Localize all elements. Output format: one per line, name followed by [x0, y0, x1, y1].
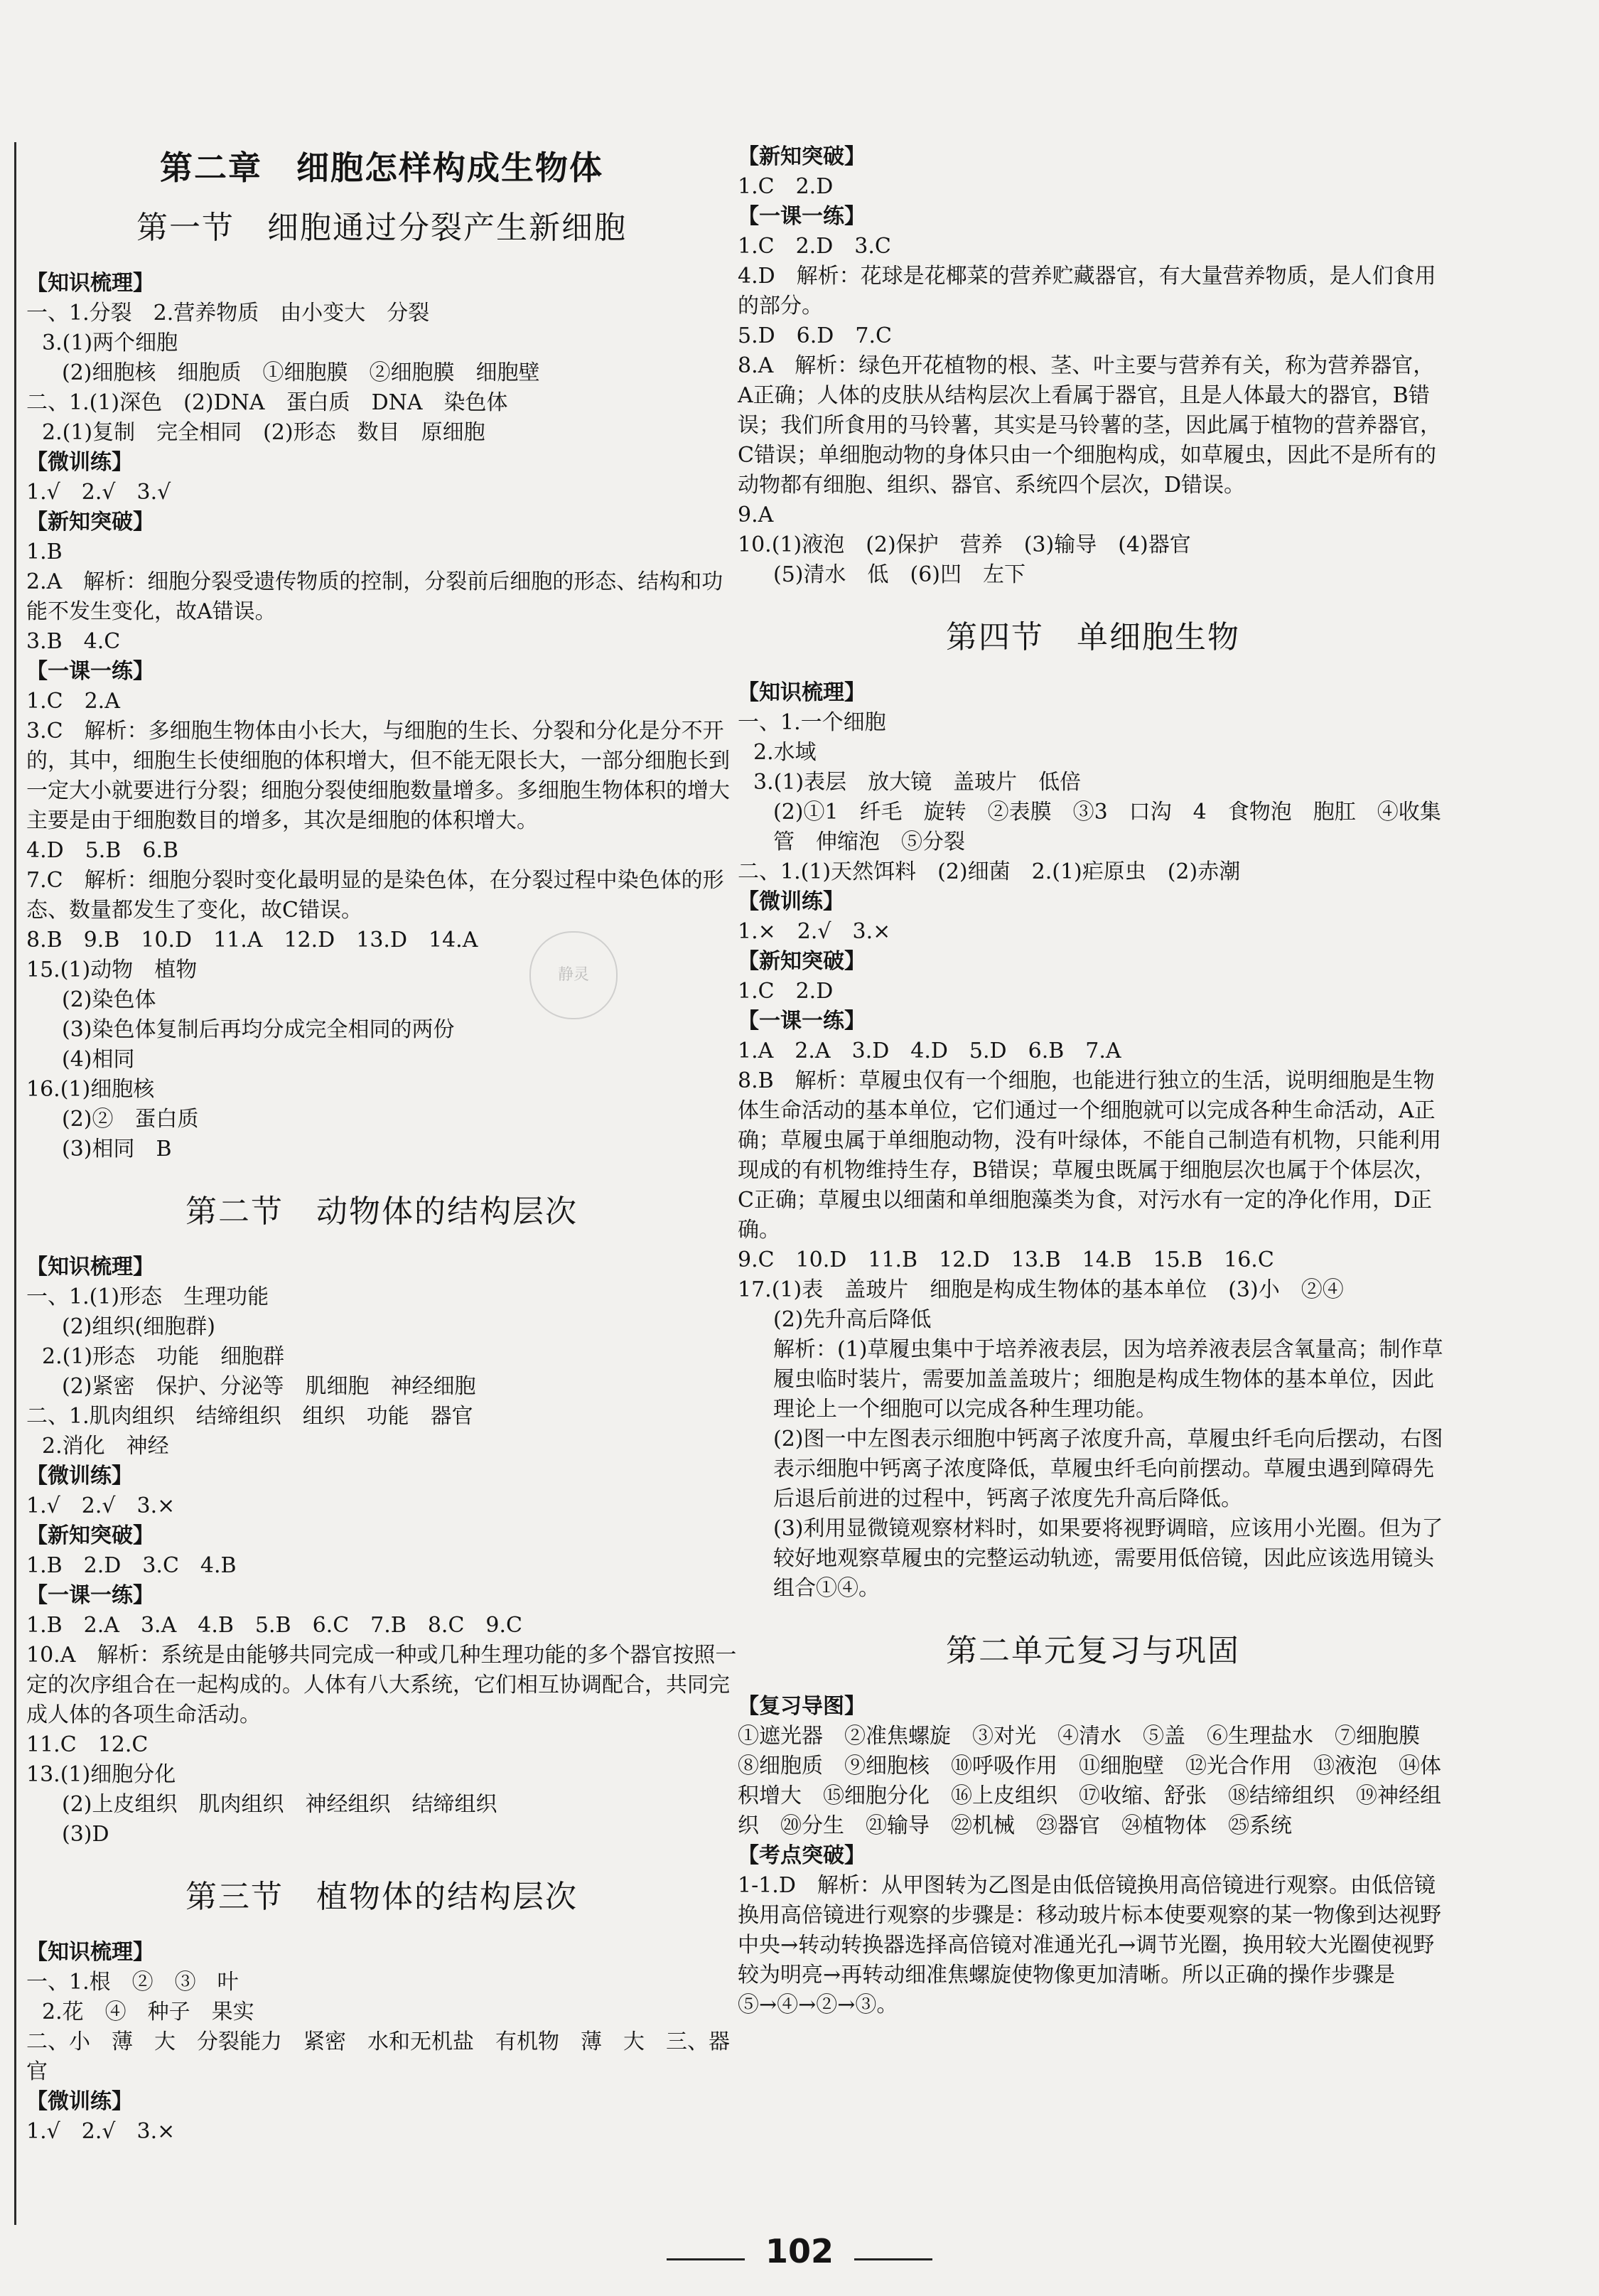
answer-line: 3.(1)表层 放大镜 盖玻片 低倍: [753, 770, 1082, 795]
section-tag: 【复习导图】: [738, 1694, 866, 1719]
chapter-title: 第二章 细胞怎样构成生物体: [160, 149, 603, 187]
answer-line: 10.(1)液泡 (2)保护 营养 (3)输导 (4)器官: [738, 532, 1191, 557]
answer-line: 1.× 2.√ 3.×: [738, 919, 891, 944]
answer-line: 1.A 2.A 3.D 4.D 5.D 6.B 7.A: [738, 1039, 1121, 1063]
answer-line: 2.(1)形态 功能 细胞群: [42, 1344, 285, 1369]
answer-line: 9.C 10.D 11.B 12.D 13.B 14.B 15.B 16.C: [738, 1248, 1274, 1272]
section-tag: 【微训练】: [26, 450, 133, 475]
answer-line: 1-1.D 解析：从甲图转为乙图是由低倍镜换用高倍镜进行观察。由低倍镜换用高倍镜进行观察的步骤是：移动玻片标本使要观察的某一物像到达视野中央→转动转换器选择高倍镜对准通光孔→调节光圈，换用较大光圈使视野较为明亮→再转动细准焦螺旋使物像更加清晰。所以正确的操作步骤是⑤→④→②→③。: [738, 1873, 1441, 2017]
answer-line: 17.(1)表 盖玻片 细胞是构成生物体的基本单位 (3)小 ②④: [738, 1277, 1344, 1302]
section-tag: 【一课一练】: [26, 659, 154, 684]
answer-line: 3.B 4.C: [26, 629, 121, 654]
section-tag: 【新知突破】: [26, 510, 154, 535]
section-tag: 【知识梳理】: [26, 271, 154, 296]
section-tag: 【知识梳理】: [26, 1255, 154, 1280]
section-title: 第一节 细胞通过分裂产生新细胞: [136, 210, 627, 246]
answer-line: 1.B: [26, 540, 63, 564]
answer-line: 2.花 ④ 种子 果实: [42, 2000, 254, 2024]
section-title: 第四节 单细胞生物: [946, 619, 1240, 655]
answer-line: 一、1.分裂 2.营养物质 由小变大 分裂: [26, 301, 430, 326]
answer-line: 1.C 2.D: [738, 174, 834, 199]
answer-line: 1.C 2.D 3.C: [738, 234, 891, 259]
answer-line: (2)先升高后降低: [773, 1307, 932, 1332]
answer-line: 9.A: [738, 503, 774, 527]
answer-line: 3.C 解析：多细胞生物体由小长大，与细胞的生长、分裂和分化是分不开的，其中，细胞生长使细胞的体积增大，但不能无限长大，一部分细胞长到一定大小就要进行分裂；细胞分裂使细胞数量增多。多细胞生物体积的增大主要是由于细胞数目的增多，其次是细胞的体积增大。: [26, 719, 730, 833]
section-tag: 【一课一练】: [26, 1583, 154, 1608]
section-title: 第二节 动物体的结构层次: [185, 1193, 578, 1230]
section-tag: 【新知突破】: [738, 949, 866, 974]
answer-line: 8.B 解析：草履虫仅有一个细胞，也能进行独立的生活，说明细胞是生物体生命活动的基本单位，它们通过一个细胞就可以完成各种生命活动，A正确；草履虫属于单细胞动物，没有叶绿体，不能自己制造有机物，只能利用现成的有机物维持生存，B错误；草履虫既属于细胞层次也属于个体层次，C正确；草履虫以细菌和单细胞藻类为食，对污水有一定的净化作用，D正确。: [738, 1068, 1441, 1243]
answer-line: (2)上皮组织 肌肉组织 神经组织 结缔组织: [62, 1792, 497, 1817]
section-tag: 【微训练】: [26, 1464, 133, 1488]
answer-line: (2)② 蛋白质: [62, 1107, 199, 1132]
answer-line: 二、小 薄 大 分裂能力 紧密 水和无机盐 有机物 薄 大 三、器官: [26, 2029, 730, 2084]
answer-line: (3)D: [62, 1822, 109, 1847]
answer-line: 1.√ 2.√ 3.√: [26, 480, 171, 505]
answer-line: 2.消化 神经: [42, 1434, 169, 1459]
answer-line: 2.(1)复制 完全相同 (2)形态 数目 原细胞: [42, 420, 485, 445]
answer-line: 10.A 解析：系统是由能够共同完成一种或几种生理功能的多个器官按照一定的次序组合在一起构成的。人体有八大系统，它们相互协调配合，共同完成人体的各项生命活动。: [26, 1643, 737, 1727]
answer-line: (3)染色体复制后再均分成完全相同的两份: [62, 1017, 455, 1042]
page-footer: [0, 2232, 1599, 2270]
answer-line: (4)相同: [62, 1047, 135, 1072]
answer-line: 16.(1)细胞核: [26, 1077, 155, 1102]
answer-line: 4.D 5.B 6.B: [26, 838, 179, 863]
answer-line: 一、1.一个细胞: [738, 710, 886, 735]
answer-line: (2)紧密 保护、分泌等 肌细胞 神经细胞: [62, 1374, 476, 1399]
section-tag: 【新知突破】: [26, 1523, 154, 1548]
section-tag: 【知识梳理】: [26, 1940, 154, 1965]
answer-line: (5)清水 低 (6)凹 左下: [773, 562, 1025, 587]
answer-line: 二、1.(1)深色 (2)DNA 蛋白质 DNA 染色体: [26, 390, 508, 415]
answer-line: 8.A 解析：绿色开花植物的根、茎、叶主要与营养有关，称为营养器官，A正确；人体的皮肤从结构层次上看属于器官，且是人体最大的器官，B错误；我们所食用的马铃薯，其实是马铃薯的茎，因此属于植物的营养器官，C错误；单细胞动物的身体只由一个细胞构成，如草履虫，因此不是所有的动物都有细胞、组织、器官、系统四个层次，D错误。: [738, 353, 1441, 498]
section-tag: 【一课一练】: [738, 1009, 866, 1034]
answer-line: 7.C 解析：细胞分裂时变化最明显的是染色体，在分裂过程中染色体的形态、数量都发生了变化，故C错误。: [26, 868, 724, 923]
answer-line: 2.A 解析：细胞分裂受遗传物质的控制，分裂前后细胞的形态、结构和功能不发生变化，故A错误。: [26, 569, 723, 624]
footer-dash-left: [667, 2258, 745, 2260]
section-tag: 【新知突破】: [738, 144, 866, 169]
answer-line: (2)细胞核 细胞质 ①细胞膜 ②细胞膜 细胞壁: [62, 360, 540, 385]
faint-stamp: 静灵: [529, 931, 618, 1019]
answer-line: 二、1.(1)天然饵料 (2)细菌 2.(1)疟原虫 (2)赤潮: [738, 859, 1241, 884]
answer-line: 一、1.根 ② ③ 叶: [26, 1970, 239, 1995]
answer-line: 1.B 2.A 3.A 4.B 5.B 6.C 7.B 8.C 9.C: [26, 1613, 522, 1638]
section-title: 第二单元复习与巩固: [946, 1633, 1240, 1669]
answer-line: 15.(1)动物 植物: [26, 957, 198, 982]
answer-line: (2)染色体: [62, 987, 156, 1012]
section-tag: 【知识梳理】: [738, 680, 866, 705]
right-column-content: [738, 142, 1448, 2020]
right-column: [738, 142, 1448, 2020]
answer-line: (2)组织(细胞群): [62, 1314, 215, 1339]
section-tag: 【考点突破】: [738, 1843, 866, 1868]
section-tag: 【微训练】: [26, 2089, 133, 2114]
answer-line: 5.D 6.D 7.C: [738, 323, 892, 348]
page-number: 102: [765, 2232, 834, 2270]
answer-line: 11.C 12.C: [26, 1732, 149, 1757]
answer-line: 8.B 9.B 10.D 11.A 12.D 13.D 14.A: [26, 928, 478, 953]
section-tag: 【微训练】: [738, 889, 844, 914]
answer-line: 二、1.肌肉组织 结缔组织 组织 功能 器官: [26, 1404, 473, 1429]
answer-line: 1.B 2.D 3.C 4.B: [26, 1553, 237, 1578]
answer-line: 1.√ 2.√ 3.×: [26, 2119, 176, 2144]
answer-line: 解析：(1)草履虫集中于培养液表层，因为培养液表层含氧量高；制作草履虫临时装片，需要加盖盖玻片；细胞是构成生物体的基本单位，因此理论上一个细胞可以完成各种生理功能。: [773, 1337, 1443, 1422]
answer-line: (3)相同 B: [62, 1137, 172, 1162]
answer-line: 4.D 解析：花球是花椰菜的营养贮藏器官，有大量营养物质，是人们食用的部分。: [738, 264, 1436, 318]
answer-line: 1.√ 2.√ 3.×: [26, 1493, 176, 1518]
answer-line: 1.C 2.D: [738, 979, 834, 1004]
answer-line: 2.水域: [753, 740, 817, 765]
answer-line: (2)图一中左图表示细胞中钙离子浓度升高，草履虫纤毛向后摆动，右图表示细胞中钙离子浓度降低，草履虫纤毛向前摆动。草履虫遇到障碍先后退后前进的过程中，钙离子浓度先升高后降低。: [773, 1427, 1443, 1511]
answer-line: 3.(1)两个细胞: [42, 331, 178, 355]
answer-line: 13.(1)细胞分化: [26, 1762, 176, 1787]
answer-line: (2)①1 纤毛 旋转 ②表膜 ③3 口沟 4 食物泡 胞肛 ④收集管 伸缩泡 ⑤分裂: [773, 800, 1441, 854]
left-column: [14, 142, 737, 2225]
section-title: 第三节 植物体的结构层次: [185, 1879, 578, 1915]
left-column-content: [26, 202, 737, 2147]
footer-dash-right: [854, 2258, 932, 2260]
answer-line: (3)利用显微镜观察材料时，如果要将视野调暗，应该用小光圈。但为了较好地观察草履虫的完整运动轨迹，需要用低倍镜，因此应该选用镜头组合①④。: [773, 1516, 1443, 1601]
section-tag: 【一课一练】: [738, 204, 866, 229]
answer-line: 1.C 2.A: [26, 689, 120, 714]
answer-line: ①遮光器 ②准焦螺旋 ③对光 ④清水 ⑤盖 ⑥生理盐水 ⑦细胞膜 ⑧细胞质 ⑨细胞核 ⑩呼吸作用 ⑪细胞壁 ⑫光合作用 ⑬液泡 ⑭体积增大 ⑮细胞分化 ⑯上皮组织 ⑰收缩、舒张 ⑱结缔组织 ⑲神经组织 ⑳分生 ㉑输导 ㉒机械 ㉓器官 ㉔植物体 ㉕系统: [738, 1724, 1441, 1838]
answer-line: 一、1.(1)形态 生理功能: [26, 1284, 269, 1309]
